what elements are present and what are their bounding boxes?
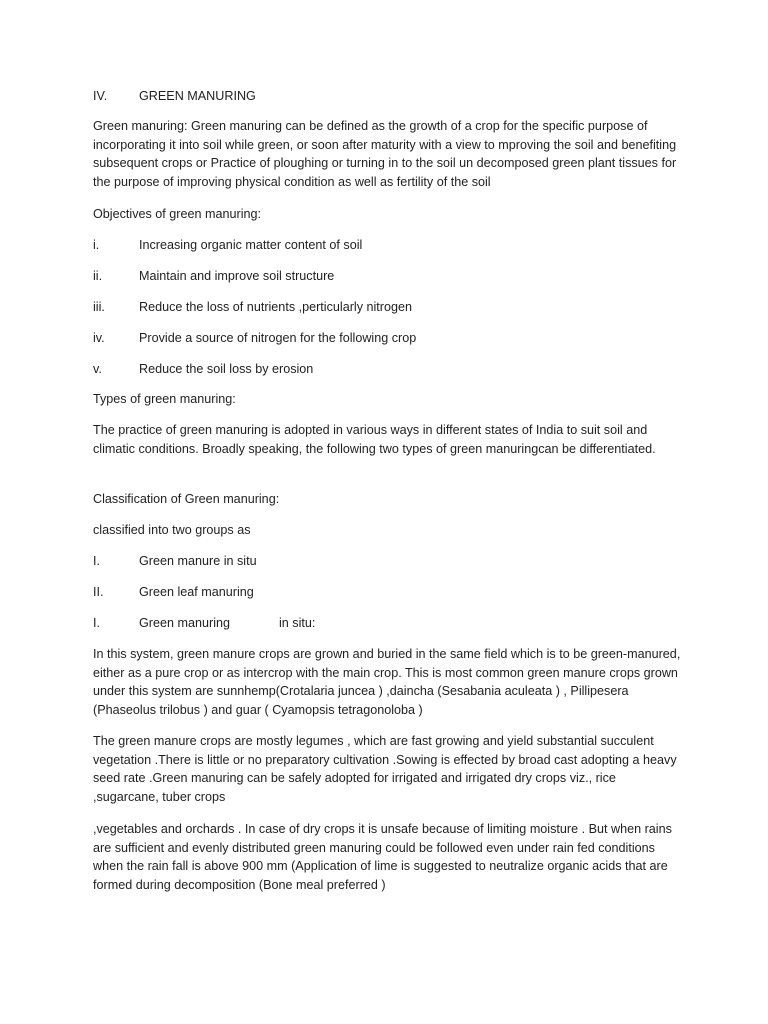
in-situ-label: Green manuring [139, 616, 231, 630]
types-title: Types of green manuring: [93, 392, 236, 406]
classification-title: Classification of Green manuring: [93, 492, 280, 506]
classification-item [93, 552, 683, 571]
classification-text: Green manure in situ [139, 554, 257, 568]
classification-marker: II. [93, 585, 104, 599]
objective-text: Increasing organic matter content of soil [139, 238, 363, 252]
types-paragraph: The practice of green manuring is adopted in various ways in different states of India to suit soil and climatic conditions. Broadly speaking, the following two types of green manuringcan be differentiated. [93, 423, 656, 456]
objective-item [93, 298, 683, 317]
in-situ-heading [93, 614, 683, 633]
in-situ-marker: I. [93, 616, 100, 630]
objective-item [93, 236, 683, 255]
objective-text: Provide a source of nitrogen for the following crop [139, 331, 417, 345]
objective-marker: iii. [93, 300, 105, 314]
section-title: GREEN MANURING [139, 89, 256, 103]
classification-text: Green leaf manuring [139, 585, 254, 599]
classification-marker: I. [93, 554, 100, 568]
objective-marker: iv. [93, 331, 105, 345]
objective-text: Maintain and improve soil structure [139, 269, 335, 283]
objective-item [93, 360, 683, 379]
in-situ-paragraph-1: In this system, green manure crops are grown and buried in the same field which is to be green-manured, either as a pure crop or as intercrop with the main crop. This is most common green manure crops grown under this system are sunnhemp(Crotalaria juncea ) ,daincha (Sesabania aculeata ) , Pillipesera (Phaseolus trilobus ) and guar ( Cyamopsis tetragonoloba ) [93, 647, 681, 717]
objective-item [93, 329, 683, 348]
classification-intro: classified into two groups as [93, 523, 251, 537]
objective-marker: i. [93, 238, 100, 252]
section-heading [93, 87, 683, 106]
objective-text: Reduce the loss of nutrients ,perticularly nitrogen [139, 300, 413, 314]
objectives-title: Objectives of green manuring: [93, 207, 262, 221]
objective-item [93, 267, 683, 286]
in-situ-paragraph-2: The green manure crops are mostly legumes , which are fast growing and yield substantial succulent vegetation .There is little or no preparatory cultivation .Sowing is effected by broad cast adopting a heavy seed rate .Green manuring can be safely adopted for irrigated and irrigated dry crops viz., rice ,sugarcane, tuber crops [93, 734, 677, 804]
in-situ-label-suffix: in situ: [279, 616, 316, 630]
section-number: IV. [93, 89, 108, 103]
objective-marker: v. [93, 362, 102, 376]
objective-text: Reduce the soil loss by erosion [139, 362, 314, 376]
definition-paragraph: Green manuring: Green manuring can be defined as the growth of a crop for the specific purpose of incorporating it into soil while green, or soon after maturity with a view to mproving the soil and benefiting subsequent crops or Practice of ploughing or turning in to the soil un decomposed green plant tissues for the purpose of improving physical condition as well as fertility of the soil [93, 119, 677, 189]
objective-marker: ii. [93, 269, 103, 283]
classification-item [93, 583, 683, 602]
in-situ-paragraph-3: ,vegetables and orchards . In case of dry crops it is unsafe because of limiting moisture . But when rains are sufficient and evenly distributed green manuring could be followed even under rain fed conditions when the rain fall is above 900 mm (Application of lime is suggested to neutralize organic acids that are formed during decomposition (Bone meal preferred ) [93, 822, 672, 892]
